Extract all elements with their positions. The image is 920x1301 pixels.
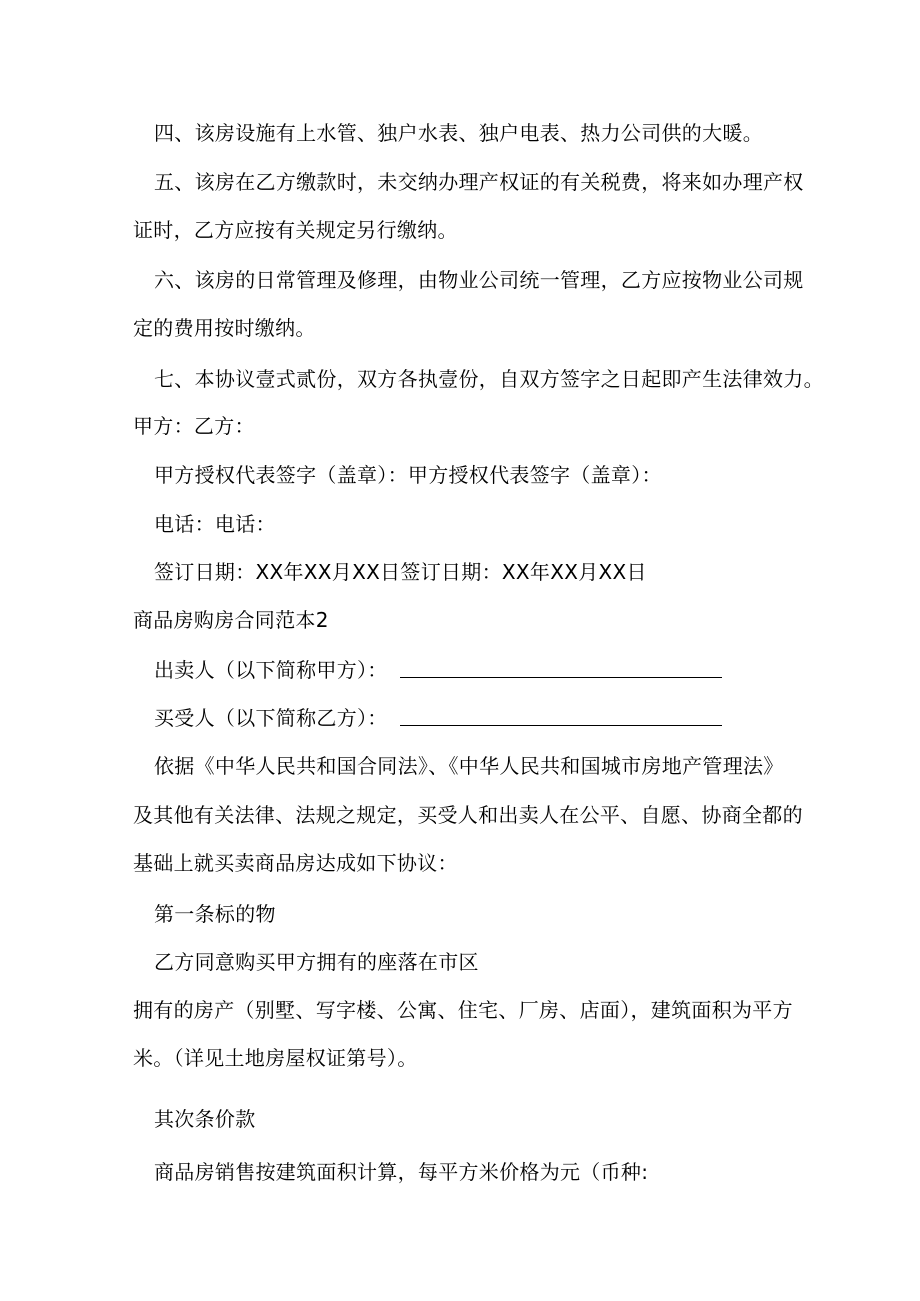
- signature-representatives: 甲方授权代表签字（盖章）：甲方授权代表签字（盖章）：: [154, 463, 662, 487]
- basis-line-3: 基础上就买卖商品房达成如下协议：: [133, 851, 458, 875]
- seller-blank-line: [400, 677, 722, 678]
- article-2-title: 其次条价款: [154, 1107, 256, 1131]
- article-1-title: 第一条标的物: [154, 902, 276, 926]
- clause-5-line-1: 五、该房在乙方缴款时，未交纳办理产权证的有关税费，将来如办理产权: [154, 170, 804, 194]
- clause-4: 四、该房设施有上水管、独户水表、独户电表、热力公司供的大暖。: [154, 121, 763, 145]
- clause-6-line-2: 定的费用按时缴纳。: [133, 316, 316, 340]
- signature-phones: 电话：电话：: [154, 512, 276, 536]
- buyer-blank-line: [400, 725, 722, 726]
- basis-line-2: 及其他有关法律、法规之规定，买受人和出卖人在公平、自愿、协商全都的: [133, 803, 803, 827]
- article-1-line-2: 拥有的房产（别墅、写字楼、公寓、住宅、厂房、店面），建筑面积为平方: [133, 998, 793, 1022]
- signature-dates: 签订日期：XX年XX月XX日签订日期：XX年XX月XX日: [154, 560, 647, 584]
- signature-parties: 甲方：乙方：: [133, 414, 255, 438]
- clause-6-line-1: 六、该房的日常管理及修理，由物业公司统一管理，乙方应按物业公司规: [154, 268, 804, 292]
- article-1-line-1: 乙方同意购买甲方拥有的座落在市区: [154, 950, 479, 974]
- contract-2-title: 商品房购房合同范本2: [133, 608, 329, 632]
- buyer-label: 买受人（以下简称乙方）：: [154, 706, 388, 730]
- clause-7: 七、本协议壹式贰份，双方各执壹份，自双方签字之日起即产生法律效力。: [154, 367, 824, 391]
- seller-label: 出卖人（以下简称甲方）：: [154, 658, 388, 682]
- article-2-line-1: 商品房销售按建筑面积计算，每平方米价格为元（币种:: [154, 1160, 649, 1184]
- basis-line-1: 依据《中华人民共和国合同法》、《中华人民共和国城市房地产管理法》: [154, 754, 784, 778]
- article-1-line-3: 米。（详见土地房屋权证第号）。: [133, 1046, 418, 1070]
- clause-5-line-2: 证时，乙方应按有关规定另行缴纳。: [133, 218, 458, 242]
